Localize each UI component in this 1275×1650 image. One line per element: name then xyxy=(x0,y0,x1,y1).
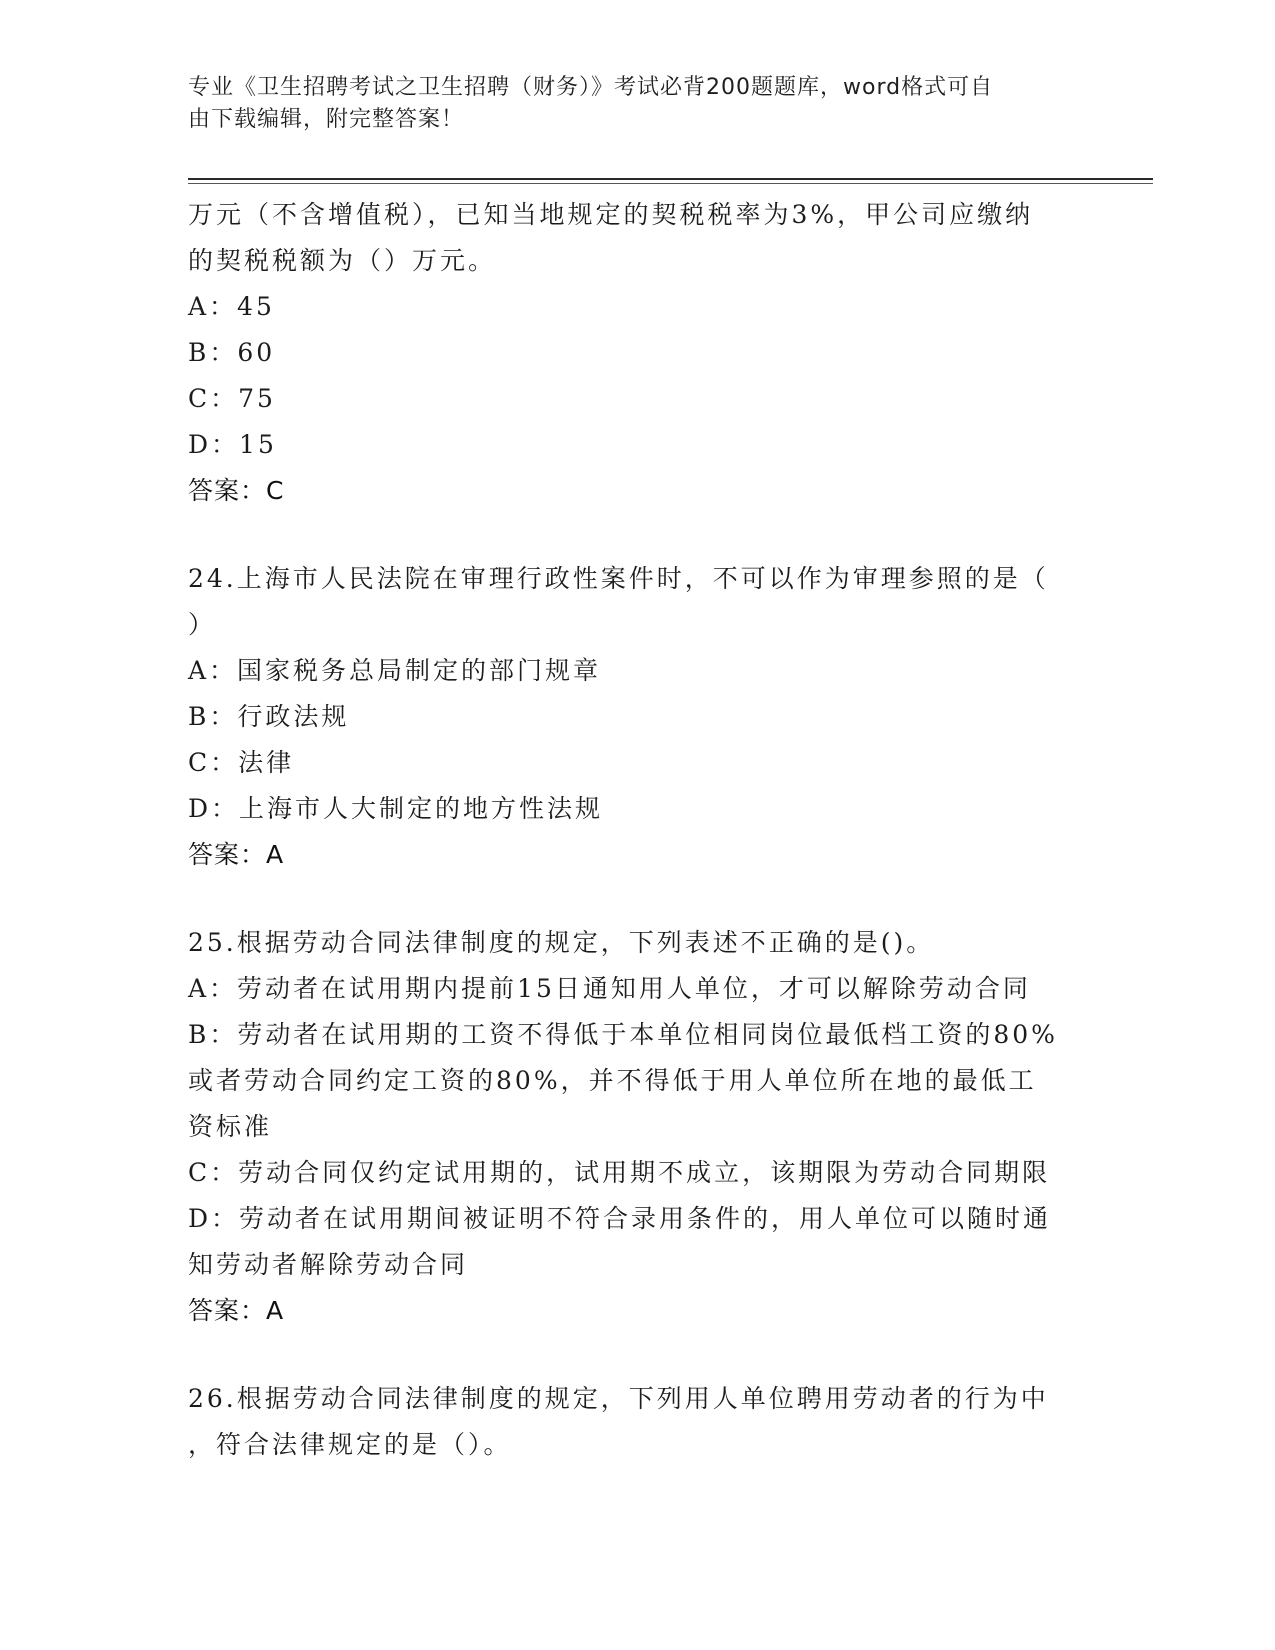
option-d: D：劳动者在试用期间被证明不符合录用条件的，用人单位可以随时通 xyxy=(188,1204,1052,1233)
answer-key: 答案：A xyxy=(188,1296,285,1325)
question-26 xyxy=(188,1376,1088,1468)
option-a: A：45 xyxy=(188,292,275,321)
page-header xyxy=(188,72,1068,136)
question-stem: 万元（不含增值税），已知当地规定的契税税率为3%，甲公司应缴纳 xyxy=(188,200,1034,229)
question-stem: 26.根据劳动合同法律制度的规定，下列用人单位聘用劳动者的行为中 xyxy=(188,1384,1049,1413)
option-b: B：劳动者在试用期的工资不得低于本单位相同岗位最低档工资的80% xyxy=(188,1020,1058,1049)
option-d-continued: 知劳动者解除劳动合同 xyxy=(188,1250,469,1279)
header-divider xyxy=(188,178,1153,180)
option-c: C：劳动合同仅约定试用期的，试用期不成立，该期限为劳动合同期限 xyxy=(188,1158,1051,1187)
question-23 xyxy=(188,192,1088,514)
spacer xyxy=(188,514,1088,556)
header-line: 由下载编辑，附完整答案！ xyxy=(188,107,465,132)
option-b-continued: 或者劳动合同约定工资的80%，并不得低于用人单位所在地的最低工 xyxy=(188,1066,1037,1095)
question-list xyxy=(188,192,1088,1468)
question-stem: ） xyxy=(188,610,217,639)
option-b: B：行政法规 xyxy=(188,702,350,731)
answer-key: 答案：C xyxy=(188,476,285,505)
question-24 xyxy=(188,556,1088,878)
option-b: B：60 xyxy=(188,338,276,367)
option-a: A：国家税务总局制定的部门规章 xyxy=(188,656,602,685)
question-25 xyxy=(188,920,1088,1334)
spacer xyxy=(188,1334,1088,1376)
option-b-continued: 资标准 xyxy=(188,1112,273,1141)
option-d: D：上海市人大制定的地方性法规 xyxy=(188,794,604,823)
question-stem: 25.根据劳动合同法律制度的规定，下列表述不正确的是()。 xyxy=(188,928,935,957)
answer-key: 答案：A xyxy=(188,840,285,869)
option-a: A：劳动者在试用期内提前15日通知用人单位，才可以解除劳动合同 xyxy=(188,974,1031,1003)
header-divider-thin xyxy=(188,183,1153,184)
question-stem: 24.上海市人民法院在审理行政性案件时，不可以作为审理参照的是（ xyxy=(188,564,1049,593)
option-c: C：法律 xyxy=(188,748,295,777)
header-line: 专业《卫生招聘考试之卫生招聘（财务）》考试必背200题题库，word格式可自 xyxy=(188,75,994,100)
spacer xyxy=(188,878,1088,920)
option-c: C：75 xyxy=(188,384,276,413)
option-d: D：15 xyxy=(188,430,277,459)
question-stem: ，符合法律规定的是（）。 xyxy=(188,1430,512,1459)
question-stem: 的契税税额为（）万元。 xyxy=(188,246,497,275)
